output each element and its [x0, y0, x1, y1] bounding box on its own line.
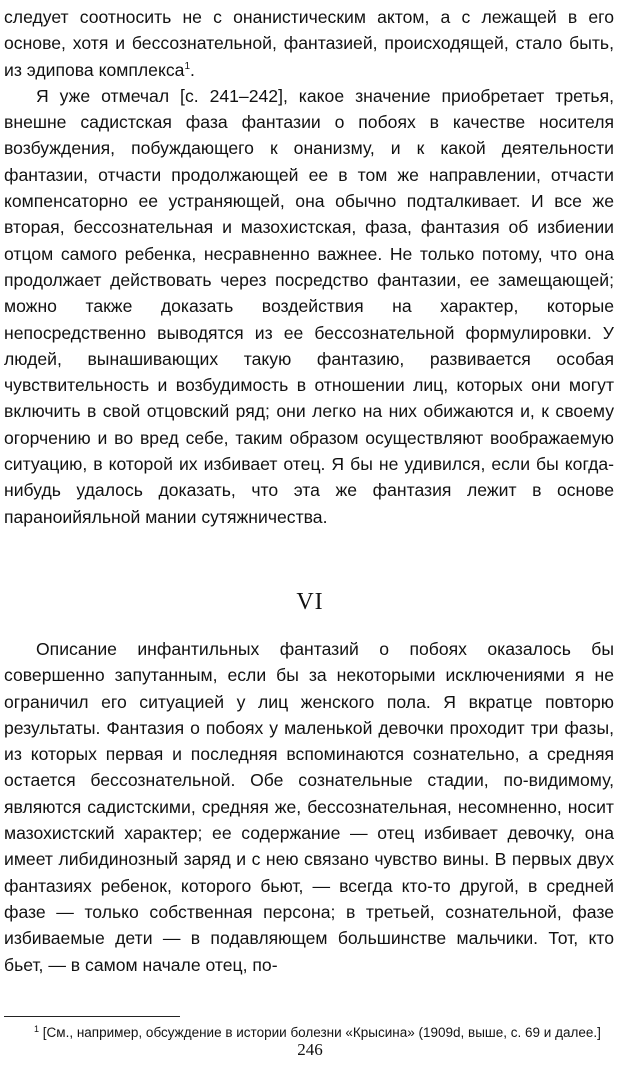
footnote-divider [4, 1016, 180, 1017]
section-text-block [4, 636, 614, 978]
page-number: 246 [297, 1040, 323, 1059]
footnote-marker: 1 [184, 60, 190, 72]
footnote-number: 1 [34, 1023, 40, 1034]
paragraph-continuation: следует соотносить не с онанистическим актом, а с лежащей в его основе, хотя и бессознательной, фантазией, происходящей, стало быть, из эдипова комплекса$^1$. [4, 7, 614, 80]
paragraph: Я уже отмечал [с. 241–242], какое значение приобретает третья, внешне садистская фаза фантазии о побоях в качестве носителя возбуждения, побуждающего к онанизму, и к какой деятельности фантазии, отчасти продолжающей ее в том же направлении, отчасти компенсаторно ее устраняющей, она обычно подталкивает. И все же вторая, бессознательная и мазохистская, фаза, фантазия об избиении отцом самого ребенка, несравненно важнее. Не только потому, что она продолжает действовать через посредство фантазии, ее замещающей; можно также доказать воздействия на характер, которые непосредственно выводятся из ее бессознательной формулировки. У людей, вынашивающих такую фантазию, развивается особая чувствительность и возбудимость в отношении лиц, которых они могут включить в свой отцовский ряд; они легко на них обижаются и, к своему огорчению и во вред себе, таким образом осуществляют воображаемую ситуацию, в которой их избивает отец. Я бы не удивился, если бы когда-нибудь удалось доказать, что эта же фантазия лежит в основе параноийяльной мании сутяжничества. [4, 85, 614, 527]
top-text-block [4, 4, 614, 530]
footnote-text: [См., например, обсуждение в истории болезни «Крысина» (1909d, выше, с. 69 и далее.] [42, 1025, 601, 1040]
section-heading: VI [296, 589, 324, 615]
paragraph: Описание инфантильных фантазий о побоях оказалось бы совершенно запутанным, если бы за некоторыми исключениями я не ограничил его ситуацией у лиц женского пола. Я вкратце повторю результаты. Фантазия о побоях у маленькой девочки проходит три фазы, из которых первая и последняя вспоминаются сознательно, а средняя остается бессознательной. Обе сознательные стадии, по-видимому, являются садистскими, средняя же, бессознательная, несомненно, носит мазохистский характер; ее содержание — отец избивает девочку, она имеет либидинозный заряд и с нею связано чувство вины. В первых двух фантазиях ребенок, которого бьют, — всегда кто-то другой, в средней фазе — только собственная персона; в третьей, сознательной, фазе избиваемые дети — в подавляющем большинстве мальчики. Тот, кто бьет, — в самом начале отец, по- [4, 639, 614, 975]
